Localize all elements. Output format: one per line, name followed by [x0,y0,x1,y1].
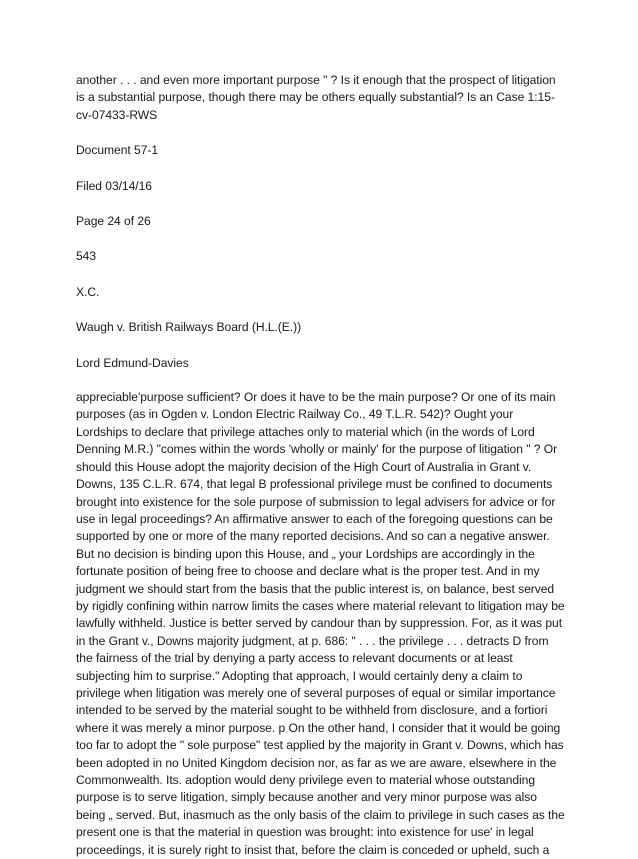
court-abbreviation: X.C. [76,284,100,299]
filed-date: Filed 03/14/16 [76,178,152,193]
judge-name: Lord Edmund-Davies [76,355,189,370]
document-page [76,72,566,859]
report-page-number: 543 [76,249,97,264]
document-number: Document 57-1 [76,143,159,158]
page-info: Page 24 of 26 [76,214,151,229]
body-paragraph: appreciable'purpose sufficient? Or does it have to be the main purpose? Or one of its main purposes (as in Ogden v. London Electric Railway Co., 49 T.L.R. 542)? Ought your Lordships to declare that privilege attaches only to material which (in the words of Lord Denning M.R.) "comes within the words 'wholly or mainly' for the purpose of litigation " ? Or should this House adopt the majority decision of the High Court of Australia in Grant v. Downs, 135 C.L.R. 674, that legal B professional privilege must be confined to documents brought into existence for the sole purpose of submission to legal advisers for advice or for use in legal proceedings? An affirmative answer to each of the foregoing questions can be supported by one or more of the many reported decisions. And so can a negative answer. But no decision is binding upon this House, and „ your Lordships are accordingly in the fortunate position of being free to choose and declare what is the proper test. And in my judgment we should start from the basis that the public interest is, on balance, best served by rigidly confining within narrow limits the cases where material relevant to litigation may be lawfully withheld. Justice is better served by candour than by suppression. For, as it was put in the Grant v., Downs majority judgment, at p. 686: " . . . the privilege . . . detracts D from the fairness of the trial by denying a party access to relevant documents or at least subjecting him to surprise." Adopting that approach, I would certainly deny a claim to privilege when litigation was merely one of several purposes of equal or similar importance intended to be served by the material sought to be withheld from disclosure, and a fortiori where it was merely a minor purpose. p On the other hand, I consider that it would be going too far to adopt the " sole purpose" test applied by the majority in Grant v. Downs, which has been adopted in no United Kingdom decision nor, as far as we are aware, elsewhere in the Commonwealth. Its. adoption would deny privilege even to material whose outstanding purpose is to serve litigation, simply because another and very minor purpose was also being „ served. But, inasmuch as the only basis of the claim to privilege in such cases as the present one is that the material in question was brought: into existence for use' in legal proceedings, it is surely right to insist that, before the claim is conceded or upheld, such a [76,390,565,857]
case-title: Waugh v. British Railways Board (H.L.(E.)) [76,320,302,335]
intro-paragraph: another . . . and even more important purpose " ? Is it enough that the prospect of litigation is a substantial purpose, though there may be others equally substantial? Is an Case 1:15-cv-07433-RWS [76,73,556,122]
